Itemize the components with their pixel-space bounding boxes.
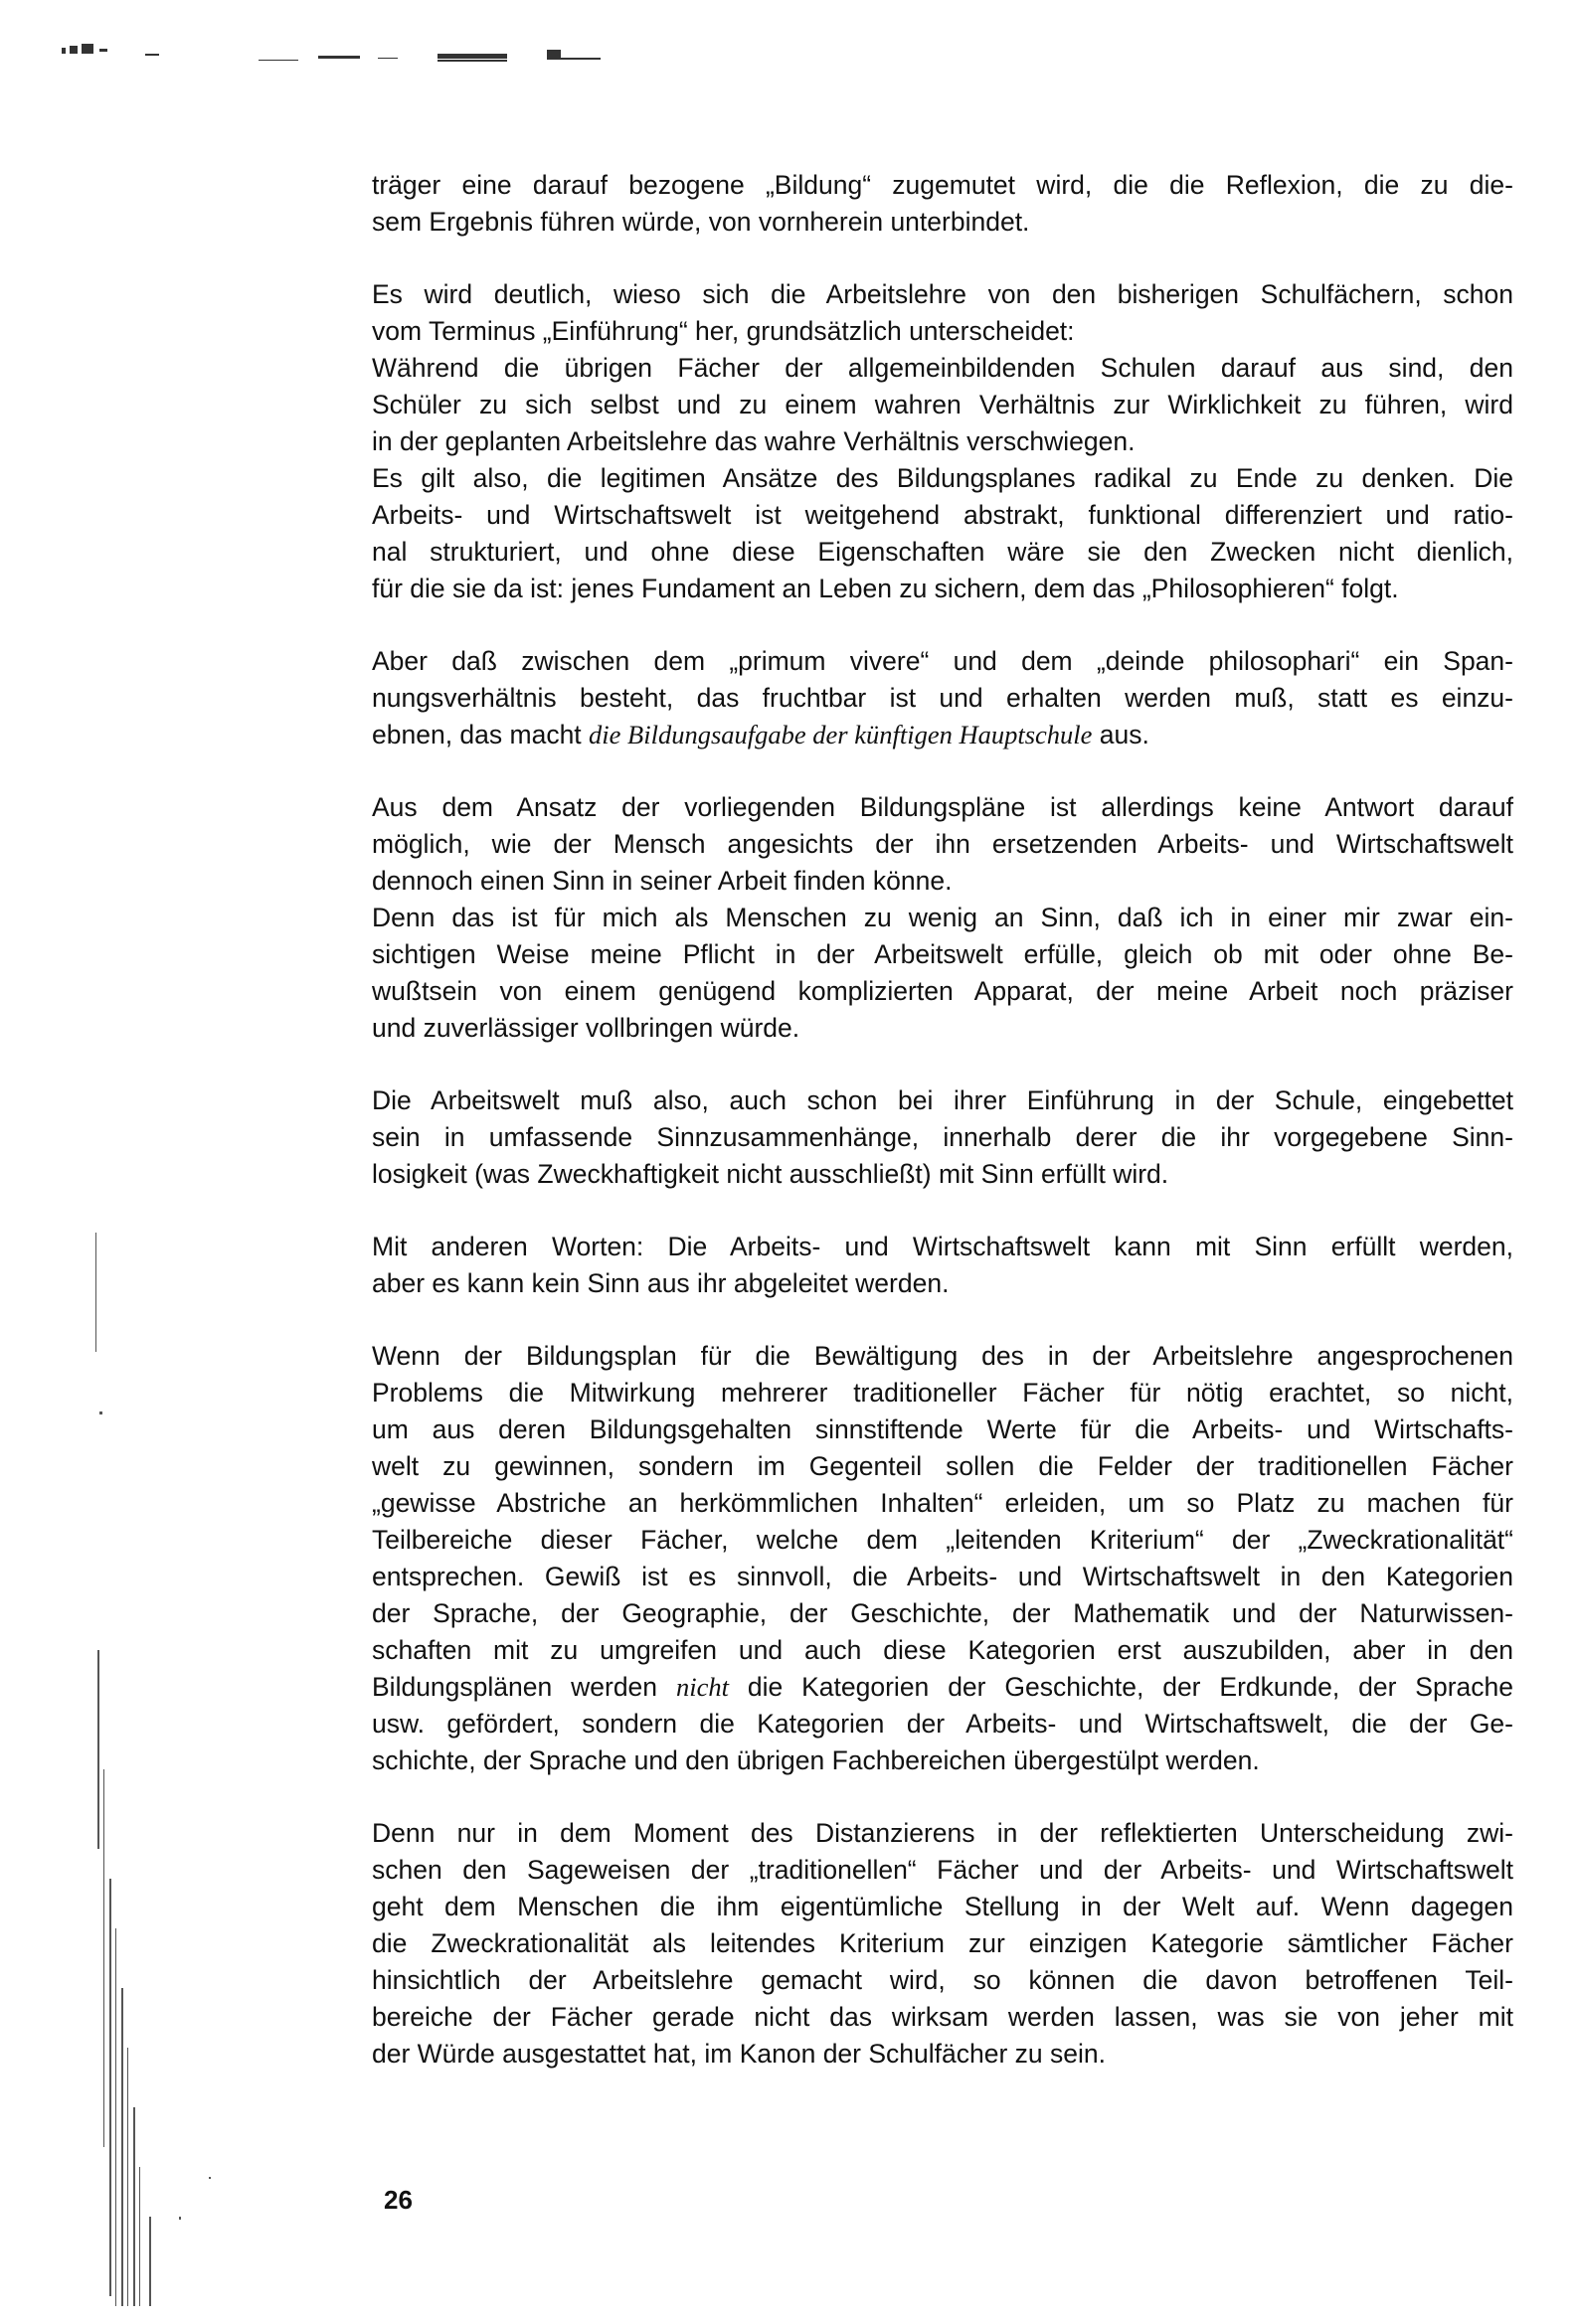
- text-line: [372, 717, 1513, 753]
- text-line: schichte, der Sprache und den übrigen Fachbereichen übergestülpt werden.: [372, 1745, 1260, 1775]
- text-line: Teilbereiche dieser Fächer, welche dem „leitenden Kriterium“ der „Zweckrationalität“: [372, 1525, 1513, 1555]
- text-line: geht dem Menschen die ihm eigentümliche Stellung in der Welt auf. Wenn dagegen: [372, 1892, 1513, 1921]
- text-line: und zuverlässiger vollbringen würde.: [372, 1013, 800, 1043]
- paragraph-6: [372, 1229, 1513, 1302]
- text-line: Während die übrigen Fächer der allgemeinbildenden Schulen darauf aus sind, den: [372, 353, 1513, 383]
- paragraph-2: [372, 276, 1513, 607]
- text-line: für die sie da ist: jenes Fundament an Leben zu sichern, dem das „Philosophieren“ folgt.: [372, 574, 1399, 603]
- text-line: Die Arbeitswelt muß also, auch schon bei ihrer Einführung in der Schule, eingebettet: [372, 1085, 1513, 1115]
- text-line: Problems die Mitwirkung mehrerer traditioneller Fächer für nötig erachtet, so nicht,: [372, 1378, 1513, 1408]
- text-line: nal strukturiert, und ohne diese Eigenschaften wäre sie den Zwecken nicht dienlich,: [372, 537, 1513, 567]
- text-line: losigkeit (was Zweckhaftigkeit nicht ausschließt) mit Sinn erfüllt wird.: [372, 1159, 1169, 1189]
- text-line: sein in umfassende Sinnzusammenhänge, innerhalb derer die ihr vorgegebene Sinn-: [372, 1122, 1513, 1152]
- emphasis-text: die Bildungsaufgabe der künftigen Hauptschule: [589, 720, 1093, 749]
- text-line: die Zweckrationalität als leitendes Kriterium zur einzigen Kategorie sämtlicher Fächer: [372, 1928, 1513, 1958]
- scan-artifact-left: [60, 1233, 259, 2316]
- text-line: Denn nur in dem Moment des Distanzierens in der reflektierten Unterscheidung zwi-: [372, 1818, 1513, 1848]
- text-line: Aber daß zwischen dem „primum vivere“ und dem „deinde philosophari“ ein Span-: [372, 646, 1513, 676]
- text-line: [372, 1669, 1513, 1706]
- text-line: dennoch einen Sinn in seiner Arbeit finden könne.: [372, 866, 953, 896]
- text-line: Wenn der Bildungsplan für die Bewältigung des in der Arbeitslehre angesprochenen: [372, 1341, 1513, 1371]
- paragraph-1: [372, 167, 1513, 241]
- text-line: der Sprache, der Geographie, der Geschichte, der Mathematik und der Naturwissen-: [372, 1598, 1513, 1628]
- text-line: träger eine darauf bezogene „Bildung“ zugemutet wird, die die Reflexion, die zu die-: [372, 170, 1513, 200]
- text-line: Es gilt also, die legitimen Ansätze des Bildungsplanes radikal zu Ende zu denken. Die: [372, 463, 1513, 493]
- text-line: schaften mit zu umgreifen und auch diese Kategorien erst auszubilden, aber in den: [372, 1635, 1513, 1665]
- text-line: welt zu gewinnen, sondern im Gegenteil sollen die Felder der traditionellen Fächer: [372, 1451, 1513, 1481]
- text-line: hinsichtlich der Arbeitslehre gemacht wird, so können die davon betroffenen Teil-: [372, 1965, 1513, 1995]
- text-line: usw. gefördert, sondern die Kategorien der Arbeits- und Wirtschaftswelt, die der Ge-: [372, 1709, 1513, 1739]
- page-number: 26: [384, 2185, 413, 2215]
- text-line: sichtigen Weise meine Pflicht in der Arbeitswelt erfülle, gleich ob mit oder ohne Be-: [372, 939, 1513, 969]
- text-line: bereiche der Fächer gerade nicht das wirksam werden lassen, was sie von jeher mit: [372, 2002, 1513, 2032]
- text-line: in der geplanten Arbeitslehre das wahre Verhältnis verschwiegen.: [372, 426, 1136, 456]
- text-line: Es wird deutlich, wieso sich die Arbeitslehre von den bisherigen Schulfächern, schon: [372, 279, 1513, 309]
- text-fragment: die Kategorien der Geschichte, der Erdkunde, der Sprache: [747, 1672, 1513, 1702]
- paragraph-4: [372, 789, 1513, 1047]
- text-line: schen den Sageweisen der „traditionellen“ Fächer und der Arbeits- und Wirtschaftswelt: [372, 1855, 1513, 1885]
- text-line: Denn das ist für mich als Menschen zu wenig an Sinn, daß ich in einer mir zwar ein-: [372, 903, 1513, 932]
- paragraph-3: [372, 643, 1513, 753]
- text-fragment: Bildungsplänen werden: [372, 1672, 658, 1702]
- text-line: wußtsein von einem genügend komplizierten Apparat, der meine Arbeit noch präziser: [372, 976, 1513, 1006]
- text-line: Schüler zu sich selbst und zu einem wahren Verhältnis zur Wirklichkeit zu führen, wird: [372, 390, 1513, 419]
- paragraph-8: [372, 1815, 1513, 2073]
- text-line: nungsverhältnis besteht, das fruchtbar ist und erhalten werden muß, statt es einzu-: [372, 683, 1513, 713]
- text-fragment: aus.: [1099, 720, 1149, 749]
- document-body: [372, 167, 1513, 2108]
- text-line: entsprechen. Gewiß ist es sinnvoll, die Arbeits- und Wirtschaftswelt in den Kategorien: [372, 1562, 1513, 1591]
- paragraph-5: [372, 1082, 1513, 1193]
- text-line: Mit anderen Worten: Die Arbeits- und Wirtschaftswelt kann mit Sinn erfüllt werden,: [372, 1232, 1513, 1261]
- text-line: möglich, wie der Mensch angesichts der ihn ersetzenden Arbeits- und Wirtschaftswelt: [372, 829, 1513, 859]
- emphasis-text: nicht: [675, 1672, 729, 1702]
- text-fragment: ebnen, das macht: [372, 720, 582, 749]
- paragraph-7: [372, 1338, 1513, 1779]
- text-line: „gewisse Abstriche an herkömmlichen Inhalten“ erleiden, um so Platz zu machen für: [372, 1488, 1513, 1518]
- text-line: um aus deren Bildungsgehalten sinnstiftende Werte für die Arbeits- und Wirtschafts-: [372, 1414, 1513, 1444]
- scan-artifact-top: [60, 40, 994, 70]
- text-line: der Würde ausgestattet hat, im Kanon der Schulfächer zu sein.: [372, 2039, 1106, 2069]
- text-line: Arbeits- und Wirtschaftswelt ist weitgehend abstrakt, funktional differenziert und ratio-: [372, 500, 1513, 530]
- text-line: aber es kann kein Sinn aus ihr abgeleitet werden.: [372, 1268, 950, 1298]
- text-line: sem Ergebnis führen würde, von vornherein unterbindet.: [372, 207, 1030, 237]
- text-line: Aus dem Ansatz der vorliegenden Bildungspläne ist allerdings keine Antwort darauf: [372, 792, 1513, 822]
- text-line: vom Terminus „Einführung“ her, grundsätzlich unterscheidet:: [372, 316, 1075, 346]
